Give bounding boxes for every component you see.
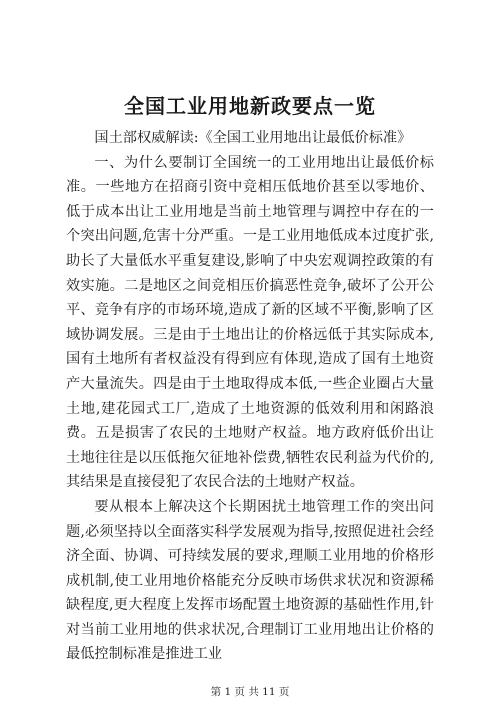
page-number-footer: 第 1 页 共 11 页 [210,686,290,698]
paragraph-2: 要从根本上解决这个长期困扰土地管理工作的突出问题,必须坚持以全面落实科学发展观为指导,按照促进社会经济全面、协调、可持续发展的要求,理顺工业用地的价格形成机制,使工业用地价格能充分反映市场供求状况和资源稀缺程度,更大程度上发挥市场配置土地资源的基础性作用,针对当前工业用地的供求状况,合理制订工业用地出让价格的最低控制标准是推进工业 [66,498,434,663]
paragraph-1: 一、为什么要制订全国统一的工业用地出让最低价标准。一些地方在招商引资中竞相压低地价甚至以零地价、低于成本出让工业用地是当前土地管理与调控中存在的一个突出问题,危害十分严重。一是工业用地低成本过度扩张,助长了大量低水平重复建设,影响了中央宏观调控政策的有效实施。二是地区之间竞相压价搞恶性竞争,破坏了公开公平、竞争有序的市场环境,造成了新的区域不平衡,影响了区域协调发展。三是由于土地出让的价格远低于其实际成本,国有土地所有者权益没有得到应有体现,造成了国有土地资产大量流失。四是由于土地取得成本低,一些企业圈占大量土地,建花园式工厂,造成了土地资源的低效利用和闲路浪费。五是损害了农民的土地财产权益。地方政府低价出让土地往往是以压低拖欠征地补偿费,牺牲农民利益为代价的,其结果是直接侵犯了农民合法的土地财产权益。 [66,154,434,491]
document-body [66,126,434,667]
paragraph-subtitle: 国土部权威解读:《全国工业用地出让最低价标准》 [94,130,412,146]
document-title: 全国工业用地新政要点一览 [124,94,376,118]
